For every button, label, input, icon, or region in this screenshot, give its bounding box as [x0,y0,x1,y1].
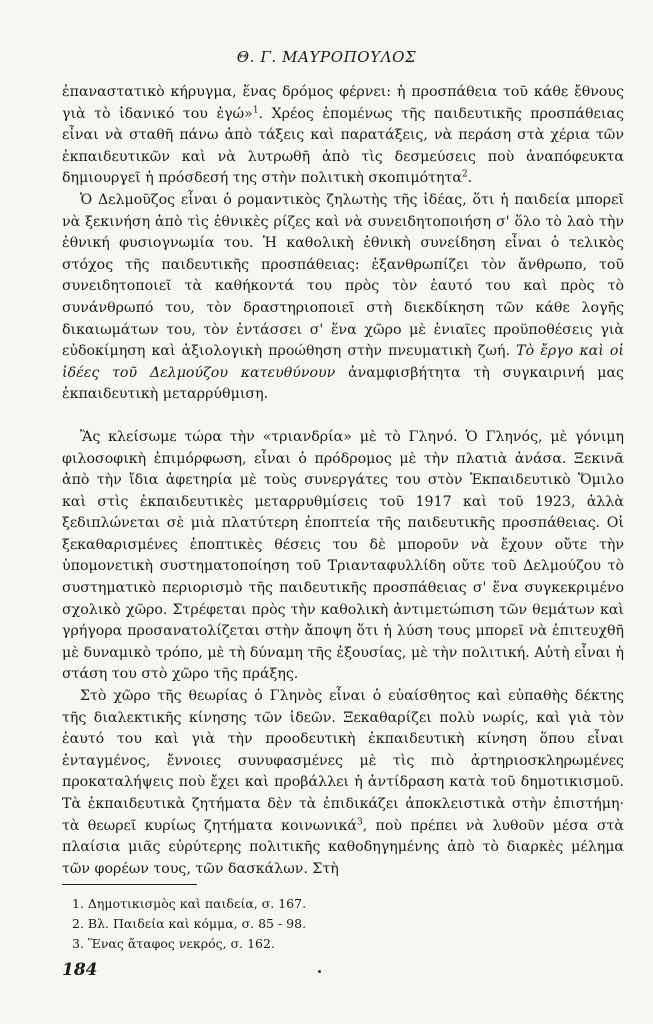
footnote-1: 1. Δημοτικισμὸς καὶ παιδεία, σ. 167. [72,896,307,911]
footnote-ref-3[interactable]: 3 [356,816,363,827]
footnote-ref-2[interactable]: 2 [461,169,468,180]
footnote-3: 3. Ἕνας ἄταφος νεκρός, σ. 162. [72,936,275,951]
paragraph-2: Ὁ Δελμοῦζος εἶναι ὁ ρομαντικὸς ζηλωτὴς τῆς ἰδέας, ὅτι ἡ παιδεία μπορεῖ νὰ ξεκινήση ἀπὸ τὶς ἐθνικὲς ρίζες καὶ νὰ συνειδητοποιήση σ' ὅλο τὸ λαὸ τὴν ἐθνική φυσιογνωμία του. Ἡ καθολικὴ ἐθνικὴ συνείδηση εἶναι ὁ τελικὸς στόχος τῆς παιδευτικῆς προσπάθειας: ἐξανθρωπίζει τὸν ἄνθρωπο, τοῦ συνειδητοποιεῖ τὰ καθήκοντά του πρὸς τὸν ἑαυτό του καὶ πρὸς τὸ συνάνθρωπό του, τὸν δραστηριοποιεῖ στὴ διεκδίκηση τῶν κάθε λογῆς δικαιωμάτων του, τὸν ἐντάσσει σ' ἕνα χῶρο μὲ ἑνιαῖες προϋποθέσεις γιὰ εὐδοκίμηση καὶ ἀξιολογικὴ προώθηση στὴν πνευματικὴ ζωή. Τὸ ἔργο καὶ οἱ ἰδέες τοῦ Δελμούζου κατευθύνουν ἀναμφισβήτητα τὴ συγκαιρινή μας ἐκπαιδευτικὴ μεταρρύθμιση. [62,191,624,403]
footnote-separator [62,884,197,885]
footnote-2: 2. Βλ. Παιδεία καὶ κόμμα, σ. 85 - 98. [72,916,307,931]
print-speck [318,970,321,973]
page-number: 184 [62,960,98,980]
paragraph-4: Στὸ χῶρο τῆς θεωρίας ὁ Γληνὸς εἶναι ὁ εὐαίσθητος καὶ εὐπαθὴς δέκτης τῆς διαλεκτικῆς κίνησης τῶν ἰδεῶν. Ξεκαθαρίζει πολὺ νωρίς, καὶ γιὰ τὸν ἑαυτό του καὶ γιὰ τὴν προοδευτικὴ ἐκπαιδευτικὴ κίνηση ὅπου εἶναι ἐνταγμένος, ἔννοιες συνυφασμένες μὲ τὶς πιὸ ἀρτηριοσκληρωμένες προκαταλήψεις ποὺ ἔχει καὶ προβάλλει ἡ ἀντίδραση κατὰ τοῦ δημοτικισμοῦ. Τὰ ἐκπαιδευτικὰ ζητήματα δὲν τὰ ἐπιδικάζει ἀποκλειστικὰ στὴν ἐπιστήμη· τὰ θεωρεῖ κυρίως ζητήματα κοινωνικά$^3$, ποὺ πρέπει νὰ λυθοῦν μέσα στὰ πλαίσια μιᾶς εὐρύτερης πολιτικῆς καθοδηγημένης ἀπὸ τὸ διαρκὲς μέλημα τῶν φορέων τους, τῶν δασκάλων. Στὴ [62,688,624,877]
footnote-ref-1[interactable]: 1 [252,104,259,115]
paragraph-3: Ἂς κλείσωμε τώρα τὴν «τριανδρία» μὲ τὸ Γληνό. Ὁ Γληνός, μὲ γόνιμη φιλοσοφικὴ ἐπιμόρφωση, εἶναι ὁ πρόδρομος μὲ τὴν πλατιὰ ἀνάσα. Ξεκινᾶ ἀπὸ τὴν ἴδια ἀφετηρία μὲ τοὺς συνεργάτες του στὸν Ἐκπαιδευτικὸ Ὅμιλο καὶ στὶς ἐκπαιδευτικὲς μεταρρυθμίσεις τοῦ 1917 καὶ τοῦ 1923, ἀλλὰ ξεδιπλώνεται σὲ μιὰ πλατύτερη ἐποπτεία τῆς παιδευτικῆς προσπάθειας. Οἱ ξεκαθαρισμένες ἐποπτικὲς θέσεις του δὲ μποροῦν νὰ ἔχουν οὔτε τὴν ὑπομονετικὴ συστηματοποίηση τοῦ Τριανταφυλλίδη οὔτε τοῦ Δελμούζου τὸ συστηματικὸ περιορισμὸ τῆς παιδευτικῆς προσπάθειας σ' ἕνα συγκεκριμένο σχολικὸ χῶρο. Στρέφεται πρὸς τὴν καθολικὴ ἀντιμετώπιση τῶν θεμάτων καὶ γρήγορα προσανατολίζεται στὴν ἄποψη ὅτι ἡ λύση τους μπορεῖ νὰ ἐπιτευχθῆ μὲ δυναμικὸ τρόπο, μὲ τὴ δύναμη τῆς ἐξουσίας, μὲ τὴν πολιτική. Αὐτὴ εἶναι ἡ στάση του στὸ χῶρο τῆς πράξης. [62,428,624,683]
body-text [62,82,624,880]
footnotes [72,894,592,954]
emphasized-text: Τὸ ἔργο καὶ οἱ ἰδέες τοῦ Δελμούζου κατευθύνουν [62,343,624,381]
paragraph-1: ἐπαναστατικὸ κήρυγμα, ἕνας δρόμος φέρνει: ἡ προσπάθεια τοῦ κάθε ἔθνους γιὰ τὸ ἰδανικό του ἐγώ»$^1$. Χρέος ἑπομένως τῆς παιδευτικῆς προσπάθειας εἶναι νὰ σταθῆ πάνω ἀπὸ τάξεις καὶ παρατάξεις, νὰ περάση στὰ χέρια τῶν ἐκπαιδευτικῶν καὶ νὰ λυτρωθῆ ἀπὸ τὶς δεσμεύσεις ποὺ ἀναπόφευκτα δημιουργεῖ ἡ πρόσδεσή της στὴν πολιτικὴ σκοπιμότητα$^2$. [62,84,624,187]
running-header: Θ. Γ. ΜΑΥΡΟΠΟΥΛΟΣ [236,48,417,66]
